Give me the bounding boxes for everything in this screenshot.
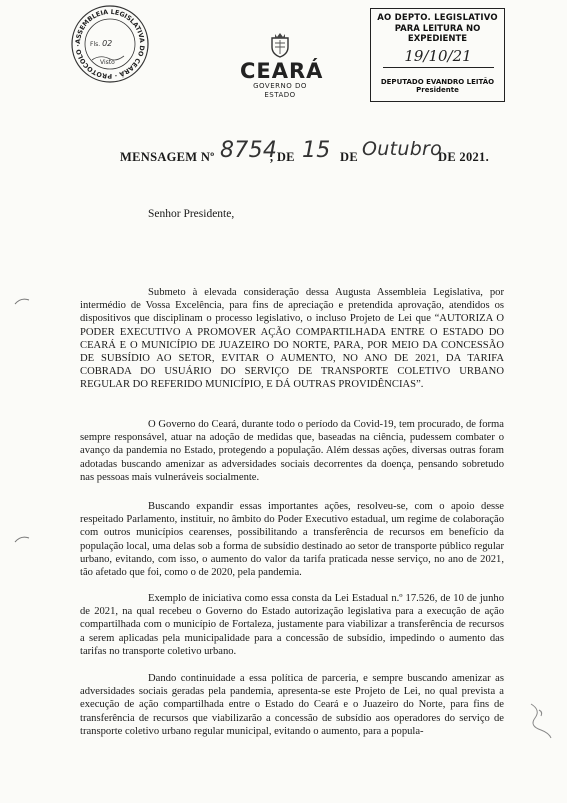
heading-label: MENSAGEM Nº	[120, 150, 215, 164]
heading-day: 15	[302, 138, 331, 163]
heading-sep-de-2: DE	[340, 150, 358, 164]
greeting: Senhor Presidente,	[148, 208, 235, 220]
body-paragraph-3: Buscando expandir essas importantes ações, resolveu-se, com o apoio desse respeitado Parlamento, instituir, no âmbito do Poder Executivo estadual, um regime de colaboração com outros municípios cearenses, possibilitando a transferência de recursos em benefício da população local, uma delas sob a forma de subsídio destinado ao setor de transporte público regular urbano, evitando, com isso, o aumento do valor da tarifa praticada nesse serviço, no ano de 2021, tão afetado que foi, como o de 2020, pela pandemia.	[80, 501, 504, 579]
body-paragraph-5: Dando continuidade a essa política de parceria, e sempre buscando amenizar as adversidades sociais geradas pela pandemia, apresenta-se este Projeto de Lei, no qual prevista a execução de ação compartilhada entre o Estado do Ceará e o Juazeiro do Norte, para fins de transferência de recursos que viabilizarão a concessão de subsídio aos operadores do serviço de transporte coletivo urbano regular municipal, evitando o aumento, para a popula-	[80, 673, 504, 737]
heading-month: Outubro	[362, 138, 443, 160]
stamp-date: 19/10/21	[404, 47, 472, 65]
protocol-stamp-ring-text: ASSEMBLEIA LEGISLATIVA DO CEARÁ · PROTOCOLO ·	[73, 7, 147, 81]
stamp-line-1: AO DEPTO. LEGISLATIVO	[377, 13, 498, 23]
visto-label: Visto	[100, 59, 115, 66]
logo-name: CEARÁ	[240, 59, 324, 83]
protocol-stamp	[70, 4, 150, 84]
margin-initials-mark	[525, 700, 553, 740]
message-heading	[120, 138, 500, 168]
heading-sep-de: , DE	[270, 150, 295, 164]
body-paragraph-2: O Governo do Ceará, durante todo o período da Covid-19, tem procurado, de forma sempre responsável, atuar na adoção de medidas que, baseadas na ciência, pudessem combater o avanço da pandemia no Estado, protegendo a população. Além dessas ações, diversas outras foram adotadas buscando amenizar as adversidades sociais decorrentes da doença, pensando sobretudo nas pessoas mais vulneráveis socialmente.	[80, 419, 504, 483]
fls-label: Fls.	[90, 41, 101, 48]
margin-tick-mark	[14, 296, 30, 306]
stamp-signer: DEPUTADO EVANDRO LEITÃO	[380, 78, 495, 86]
stamp-date-line	[383, 67, 494, 68]
margin-tick-mark	[14, 534, 30, 544]
legislative-dispatch-stamp	[370, 8, 505, 102]
stamp-line-2: PARA LEITURA NO EXPEDIENTE	[394, 24, 481, 44]
body-paragraph-4: Exemplo de iniciativa como essa consta da Lei Estadual n.º 17.526, de 10 de junho de 2021, na qual recebeu o Governo do Estado autorização legislativa para a execução de ação compartilhada com o município de Fortaleza, justamente para viabilizar a transferência de recursos a serem aplicadas pela municipalidade para a concessão de subsídio, impedindo o aumento das tarifas no transporte coletivo urbano.	[80, 593, 504, 657]
fls-value: 02	[102, 39, 113, 48]
coat-of-arms-icon	[269, 32, 291, 58]
body-paragraph-1: Submeto à elevada consideração dessa Augusta Assembleia Legislativa, por intermédio de Vossa Excelência, para fins de apreciação e pretendida aprovação, atendidos os dispositivos que disciplinam o processo legislativo, o incluso Projeto de Lei que “AUTORIZA O PODER EXECUTIVO A PROMOVER AÇÃO COMPARTILHADA ENTRE O ESTADO DO CEARÁ E O MUNICÍPIO DE JUAZEIRO DO NORTE, PARA, POR MEIO DA CONCESSÃO DE SUBSÍDIO AO SETOR, EVITAR O AUMENTO, NO ANO DE 2021, DA TARIFA COBRADA DO USUÁRIO DO SERVIÇO DE TRANSPORTE COLETIVO URBANO REGULAR DO REFERIDO MUNICÍPIO, E DÁ OUTRAS PROVIDÊNCIAS”.	[80, 287, 504, 391]
protocol-stamp-fields	[90, 40, 134, 67]
ceara-government-logo	[240, 32, 324, 112]
heading-number: 8754	[220, 138, 278, 163]
heading-year: DE 2021.	[438, 150, 490, 164]
logo-subtitle: GOVERNO DO ESTADO	[253, 82, 307, 99]
stamp-signer-role: Presidente	[416, 86, 459, 94]
